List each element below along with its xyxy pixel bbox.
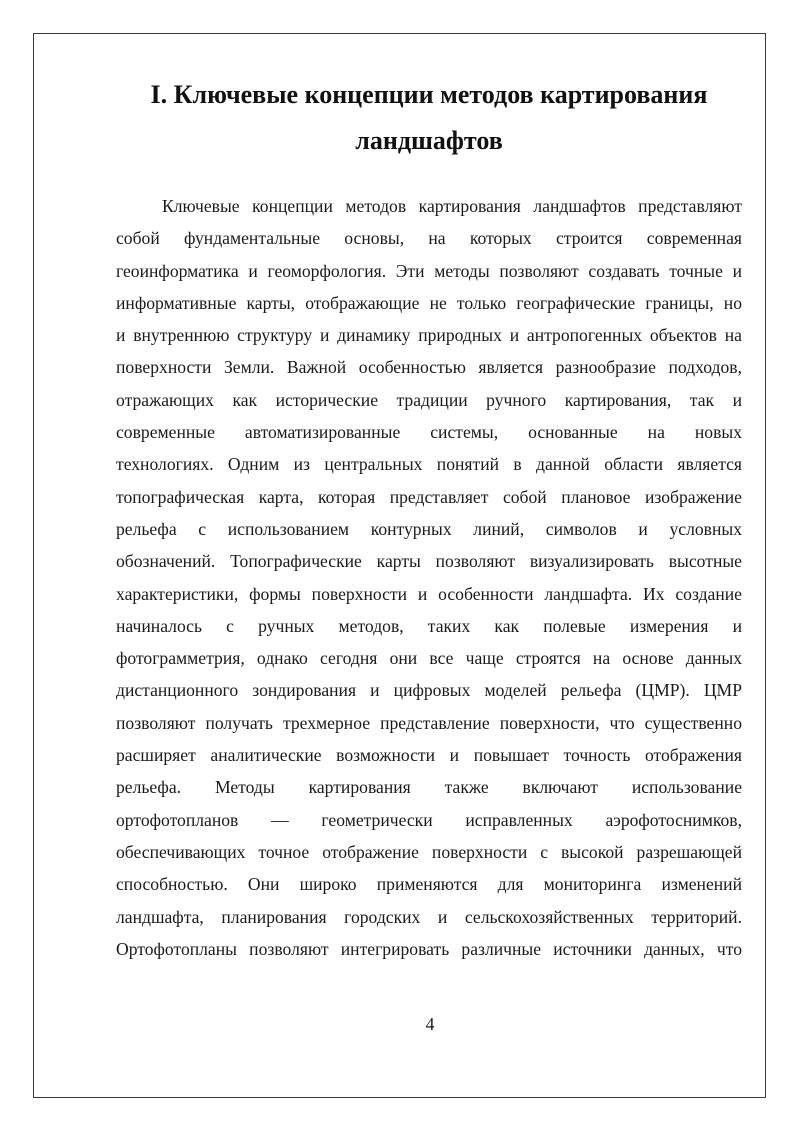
paragraph-line: способностью. Они широко применяются для мониторинга изменений bbox=[116, 874, 742, 895]
paragraph-line: обозначений. Топографические карты позволяют визуализировать высотные bbox=[116, 551, 742, 572]
paragraph-line: характеристики, формы поверхности и особенности ландшафта. Их создание bbox=[116, 583, 742, 604]
paragraph-line: ортофотопланов — геометрически исправленных аэрофотоснимков, bbox=[116, 809, 742, 830]
paragraph-line: поверхности Земли. Важной особенностью является разнообразие подходов, bbox=[116, 357, 742, 378]
paragraph-line: Ключевые концепции методов картирования ландшафтов представляют bbox=[162, 196, 742, 216]
paragraph-line: фотограмметрия, однако сегодня они все чаще строятся на основе данных bbox=[116, 648, 742, 669]
paragraph-line: Ортофотопланы позволяют интегрировать различные источники данных, что bbox=[116, 938, 742, 959]
paragraph-line: ландшафта, планирования городских и сельскохозяйственных территорий. bbox=[116, 906, 742, 927]
section-heading-line-2: ландшафтов bbox=[355, 126, 503, 155]
paragraph-line: расширяет аналитические возможности и повышает точность отображения bbox=[116, 745, 742, 766]
section-heading-line-1: I. Ключевые концепции методов картирования bbox=[150, 80, 708, 109]
paragraph-line: обеспечивающих точное отображение поверхности с высокой разрешающей bbox=[116, 841, 742, 862]
paragraph-line: позволяют получать трехмерное представление поверхности, что существенно bbox=[116, 712, 742, 733]
paragraph-line: информативные карты, отображающие не только географические границы, но bbox=[116, 292, 742, 313]
body-paragraph bbox=[116, 192, 742, 967]
paragraph-line: технологиях. Одним из центральных понятий в данной области является bbox=[116, 454, 742, 475]
paragraph-line: начиналось с ручных методов, таких как полевые измерения и bbox=[116, 615, 742, 636]
page-number: 4 bbox=[425, 1014, 435, 1034]
paragraph-line: дистанционного зондирования и цифровых моделей рельефа (ЦМР). ЦМР bbox=[116, 680, 742, 701]
paragraph-line: рельефа. Методы картирования также включают использование bbox=[116, 777, 742, 798]
paragraph-line: собой фундаментальные основы, на которых строится современная bbox=[116, 228, 742, 249]
paragraph-line: топографическая карта, которая представляет собой плановое изображение bbox=[116, 486, 742, 507]
paragraph-line: рельефа с использованием контурных линий, символов и условных bbox=[116, 518, 742, 539]
paragraph-line: современные автоматизированные системы, основанные на новых bbox=[116, 422, 742, 443]
paragraph-line: отражающих как исторические традиции ручного картирования, так и bbox=[116, 389, 742, 410]
paragraph-line: геоинформатика и геоморфология. Эти методы позволяют создавать точные и bbox=[116, 260, 742, 281]
paragraph-line: и внутреннюю структуру и динамику природных и антропогенных объектов на bbox=[116, 325, 742, 346]
